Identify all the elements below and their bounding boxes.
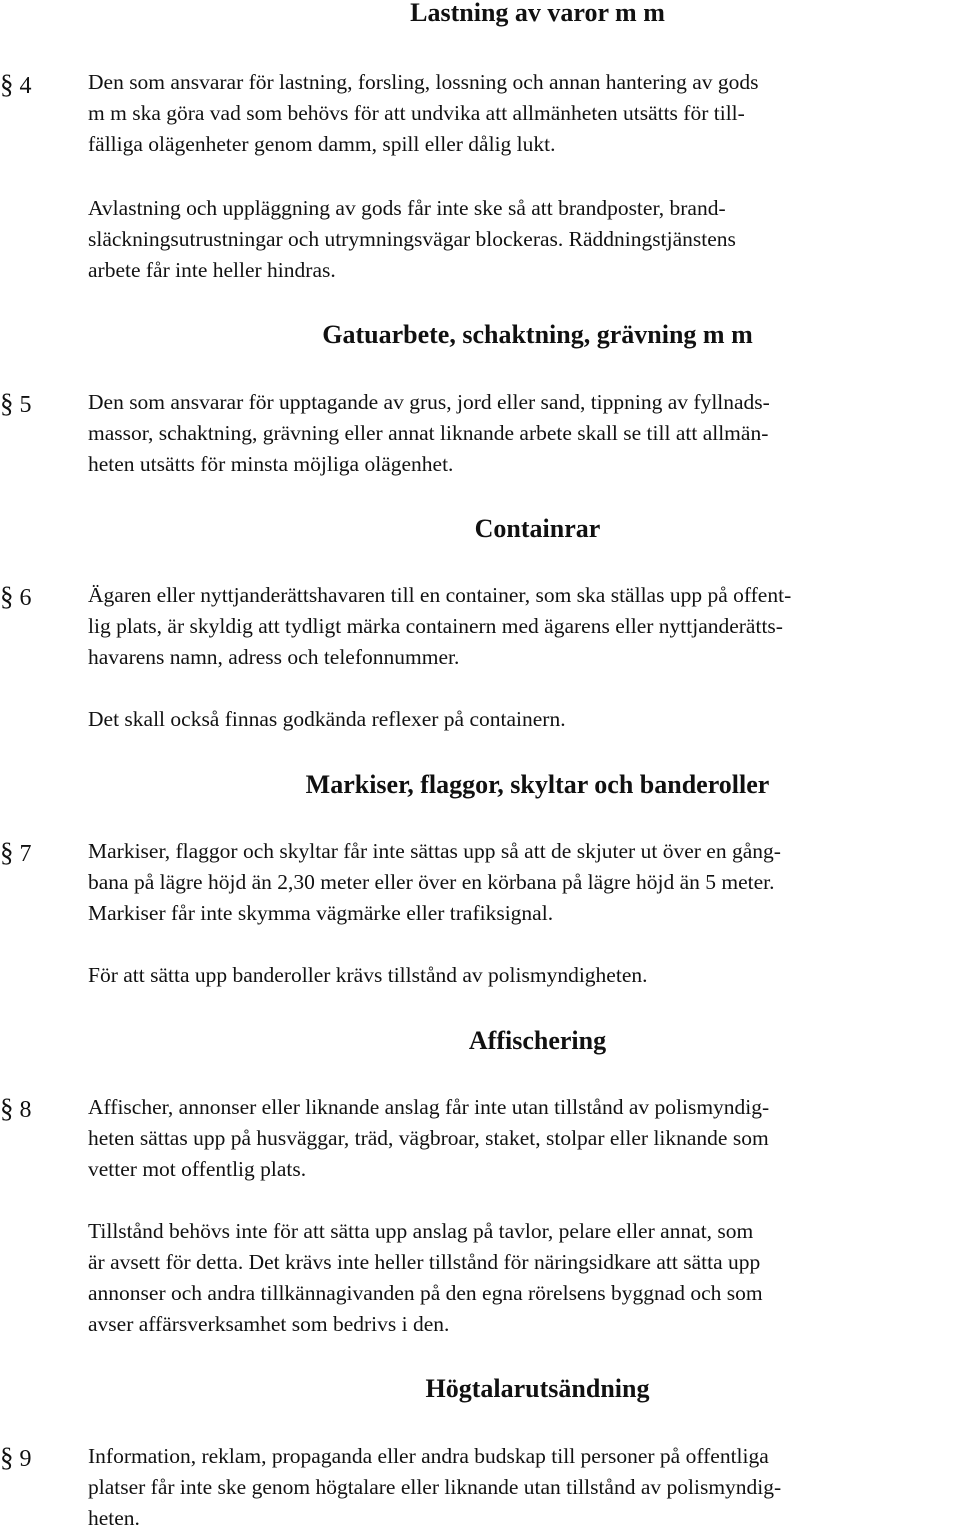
text-line: Avlastning och uppläggning av gods får inte ske så att brandposter, brand-	[88, 196, 726, 220]
text-line: Den som ansvarar för lastning, forsling, lossning och annan hantering av gods	[88, 70, 759, 94]
text-line: Affischer, annonser eller liknande anslag får inte utan tillstånd av polismyndig-	[88, 1095, 770, 1119]
text-line: heten utsätts för minsta möjliga olägenhet.	[88, 452, 454, 476]
section-number	[0, 1441, 32, 1473]
section-symbol: §	[0, 388, 14, 418]
section-heading: Containrar	[474, 514, 601, 543]
text-line: platser får inte ske genom högtalare eller liknande utan tillstånd av polismyndig-	[88, 1475, 782, 1499]
section-symbol: §	[0, 581, 14, 611]
text-line: fälliga olägenheter genom damm, spill eller dålig lukt.	[88, 132, 556, 156]
text-line: havarens namn, adress och telefonnummer.	[88, 645, 460, 669]
text-line: Markiser, flaggor och skyltar får inte sättas upp så att de skjuter ut över en gång-	[88, 839, 781, 863]
section-number-value: 5	[19, 392, 32, 418]
section-heading: Markiser, flaggor, skyltar och banderoller	[305, 770, 770, 799]
text-line: massor, schaktning, grävning eller annat liknande arbete skall se till att allmän-	[88, 421, 769, 445]
text-line: För att sätta upp banderoller krävs tillstånd av polismyndigheten.	[88, 963, 648, 987]
section-number-value: 7	[19, 841, 32, 867]
section-symbol: §	[0, 1093, 14, 1123]
text-line: m m ska göra vad som behövs för att undvika att allmänheten utsätts för till-	[88, 101, 745, 125]
section-heading: Högtalarutsändning	[425, 1374, 650, 1403]
section-symbol: §	[0, 69, 14, 99]
text-line: Information, reklam, propaganda eller andra budskap till personer på offentliga	[88, 1444, 769, 1468]
text-line: avser affärsverksamhet som bedrivs i den.	[88, 1312, 450, 1336]
text-line: vetter mot offentlig plats.	[88, 1157, 307, 1181]
text-line: Markiser får inte skymma vägmärke eller trafiksignal.	[88, 901, 554, 925]
text-line: bana på lägre höjd än 2,30 meter eller över en körbana på lägre höjd än 5 meter.	[88, 870, 775, 894]
section-number	[0, 387, 32, 419]
text-line: Tillstånd behövs inte för att sätta upp anslag på tavlor, pelare eller annat, som	[88, 1219, 754, 1243]
section-heading: Gatuarbete, schaktning, grävning m m	[322, 320, 753, 349]
section-number-value: 4	[19, 73, 32, 99]
section-number	[0, 68, 32, 100]
section-symbol: §	[0, 1442, 14, 1472]
text-line: heten.	[88, 1506, 140, 1530]
section-number-value: 6	[19, 585, 32, 611]
section-number-value: 9	[19, 1446, 32, 1472]
text-line: heten sättas upp på husväggar, träd, vägbroar, staket, stolpar eller liknande som	[88, 1126, 769, 1150]
text-line: släckningsutrustningar och utrymningsvägar blockeras. Räddningstjänstens	[88, 227, 736, 251]
section-number	[0, 1092, 32, 1124]
text-line: Det skall också finnas godkända reflexer på containern.	[88, 707, 566, 731]
text-line: Den som ansvarar för upptagande av grus, jord eller sand, tippning av fyllnads-	[88, 390, 770, 414]
section-heading: Affischering	[468, 1026, 607, 1055]
section-number-value: 8	[19, 1097, 32, 1123]
text-line: Ägaren eller nyttjanderättshavaren till en container, som ska ställas upp på offent-	[88, 583, 792, 607]
section-number	[0, 580, 32, 612]
text-line: är avsett för detta. Det krävs inte heller tillstånd för näringsidkare att sätta upp	[88, 1250, 761, 1274]
text-line: arbete får inte heller hindras.	[88, 258, 336, 282]
section-heading: Lastning av varor m m	[410, 0, 665, 27]
text-line: lig plats, är skyldig att tydligt märka containern med ägarens eller nyttjanderätts-	[88, 614, 783, 638]
section-number	[0, 836, 32, 868]
section-symbol: §	[0, 837, 14, 867]
text-line: annonser och andra tillkännagivanden på den egna rörelsens byggnad och som	[88, 1281, 763, 1305]
